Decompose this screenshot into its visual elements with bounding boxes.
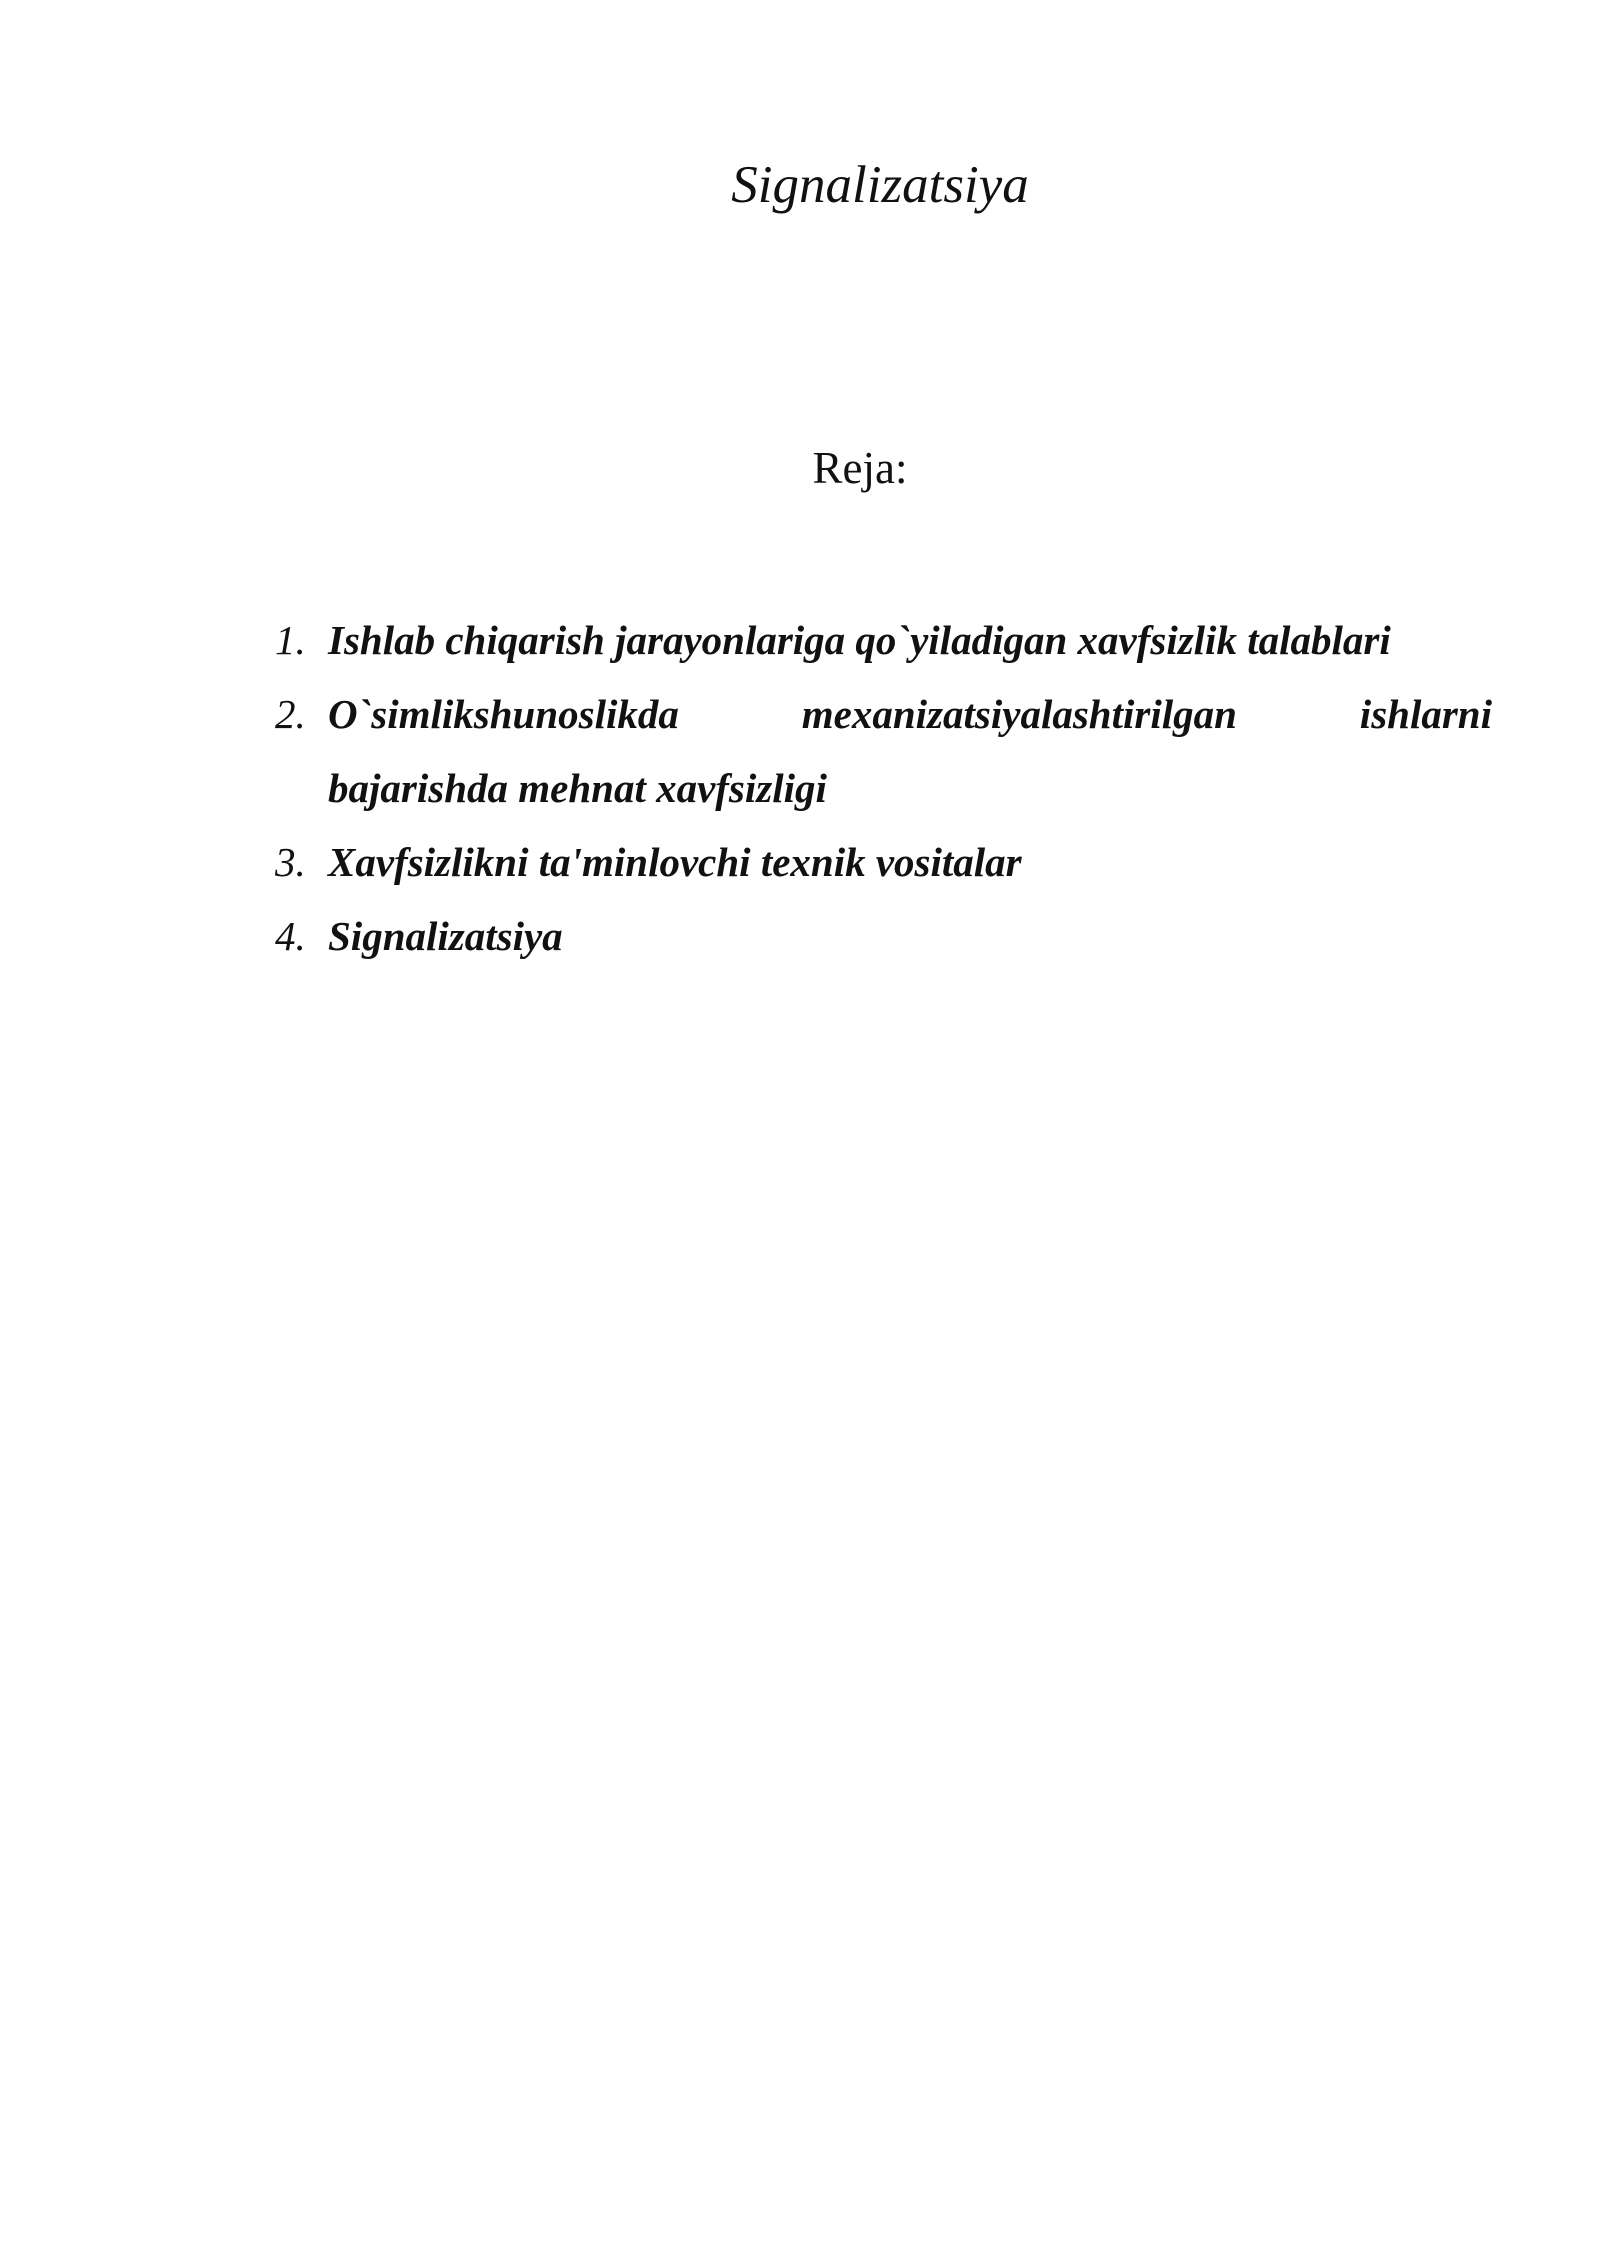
plan-list [270, 603, 1492, 973]
plan-item-4 [270, 899, 1492, 973]
plan-item-text: Ishlab chiqarish jarayonlariga qo`yiladigan xavfsizlik talablari [328, 617, 1391, 663]
plan-item-text-line-1 [328, 677, 1492, 751]
plan-heading: Reja: [812, 443, 908, 493]
plan-item-number: 4. [275, 913, 306, 959]
plan-item-word: O`simlikshunoslikda [328, 691, 679, 737]
plan-item-2 [270, 677, 1492, 825]
plan-item-1 [270, 603, 1492, 677]
plan-item-number: 3. [275, 839, 306, 885]
plan-item-number: 2. [275, 691, 306, 737]
page-title: Signalizatsiya [731, 156, 1029, 214]
plan-item-word: ishlarni [1359, 691, 1492, 737]
plan-item-3 [270, 825, 1492, 899]
plan-item-text: Signalizatsiya [328, 913, 563, 959]
plan-item-word: mexanizatsiyalashtirilgan [801, 691, 1237, 737]
plan-item-text: Xavfsizlikni ta'minlovchi texnik vositalar [328, 839, 1022, 885]
plan-item-number: 1. [275, 617, 306, 663]
plan-item-text-line-2: bajarishda mehnat xavfsizligi [328, 765, 827, 811]
